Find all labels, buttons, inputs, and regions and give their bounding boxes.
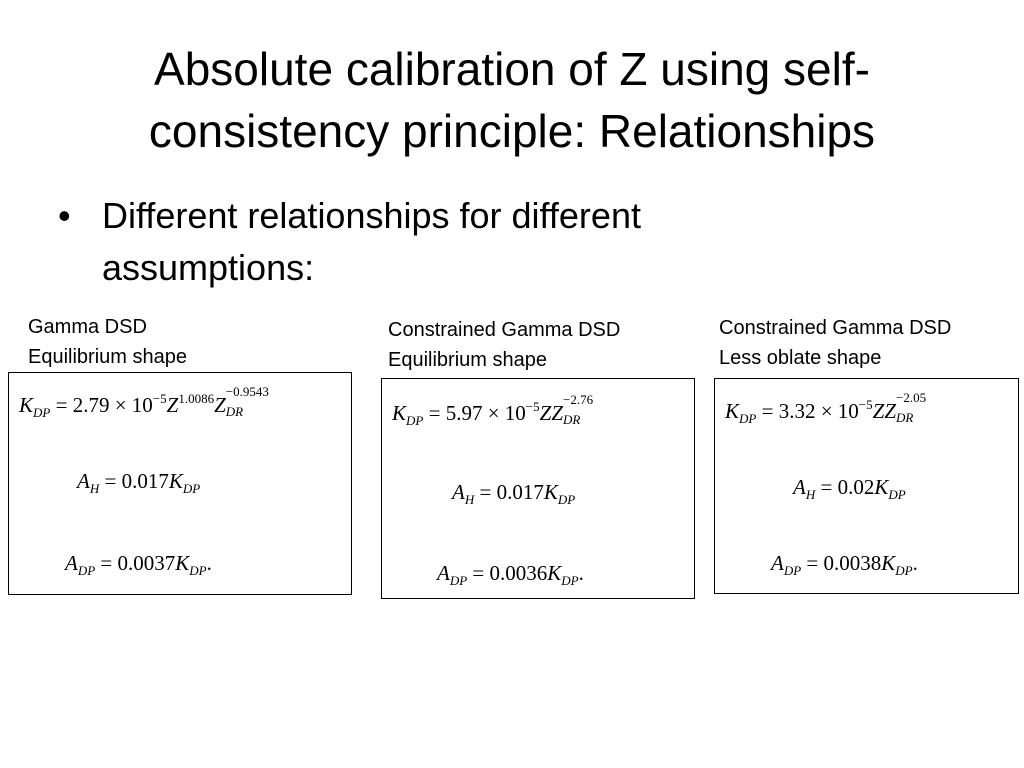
panel-3-ah-equation: $A_H = 0.02K_{DP}$ <box>793 475 906 502</box>
title-line-1: Absolute calibration of Z using self- <box>154 43 870 95</box>
panel-3-adp-equation: $A_{DP} = 0.0038K_{DP}$. <box>771 551 918 578</box>
panel-1-ah-equation: $A_H = 0.017K_{DP}$ <box>77 469 201 496</box>
panel-2-caption-line-2: Equilibrium shape <box>388 349 547 371</box>
panel-2-caption <box>388 315 620 375</box>
panel-3-caption-line-2: Less oblate shape <box>719 347 882 369</box>
panel-3-caption-line-1: Constrained Gamma DSD <box>719 317 952 339</box>
bullet-line-1: Different relationships for different <box>102 195 641 236</box>
panel-1-equation-box <box>8 372 352 595</box>
panel-2-caption-line-1: Constrained Gamma DSD <box>388 319 621 341</box>
panel-2-kdp-equation: $K_{DP} = 5.97 \times 10^{-5}ZZ$ −2.76 DR <box>392 392 594 428</box>
panel-3-caption <box>719 313 951 373</box>
panel-1-caption <box>28 312 187 372</box>
bullet-dot: • <box>58 195 71 236</box>
panel-1-caption-line-2: Equilibrium shape <box>28 346 187 368</box>
panel-1-adp-equation: $A_{DP} = 0.0037K_{DP}$. <box>65 551 212 578</box>
panel-2-ah-equation: $A_H = 0.017K_{DP}$ <box>452 480 576 507</box>
title-line-2: consistency principle: Relationships <box>148 105 876 157</box>
panel-1-caption-line-1: Gamma DSD <box>28 316 147 338</box>
slide-title <box>0 38 1024 162</box>
bullet-line-2: assumptions: <box>102 247 315 288</box>
panel-2-adp-equation: $A_{DP} = 0.0036K_{DP}$. <box>437 561 584 588</box>
panel-3-equation-box <box>714 378 1019 594</box>
panel-3-kdp-equation: $K_{DP} = 3.32 \times 10^{-5}ZZ$ −2.05 DR <box>725 390 927 426</box>
panel-1-kdp-equation: $K_{DP} = 2.79 \times 10^{-5}Z^{1.0086}Z$ −0.9543 DR <box>19 384 269 420</box>
bullet-point <box>58 190 958 294</box>
panel-2-equation-box <box>381 378 695 599</box>
